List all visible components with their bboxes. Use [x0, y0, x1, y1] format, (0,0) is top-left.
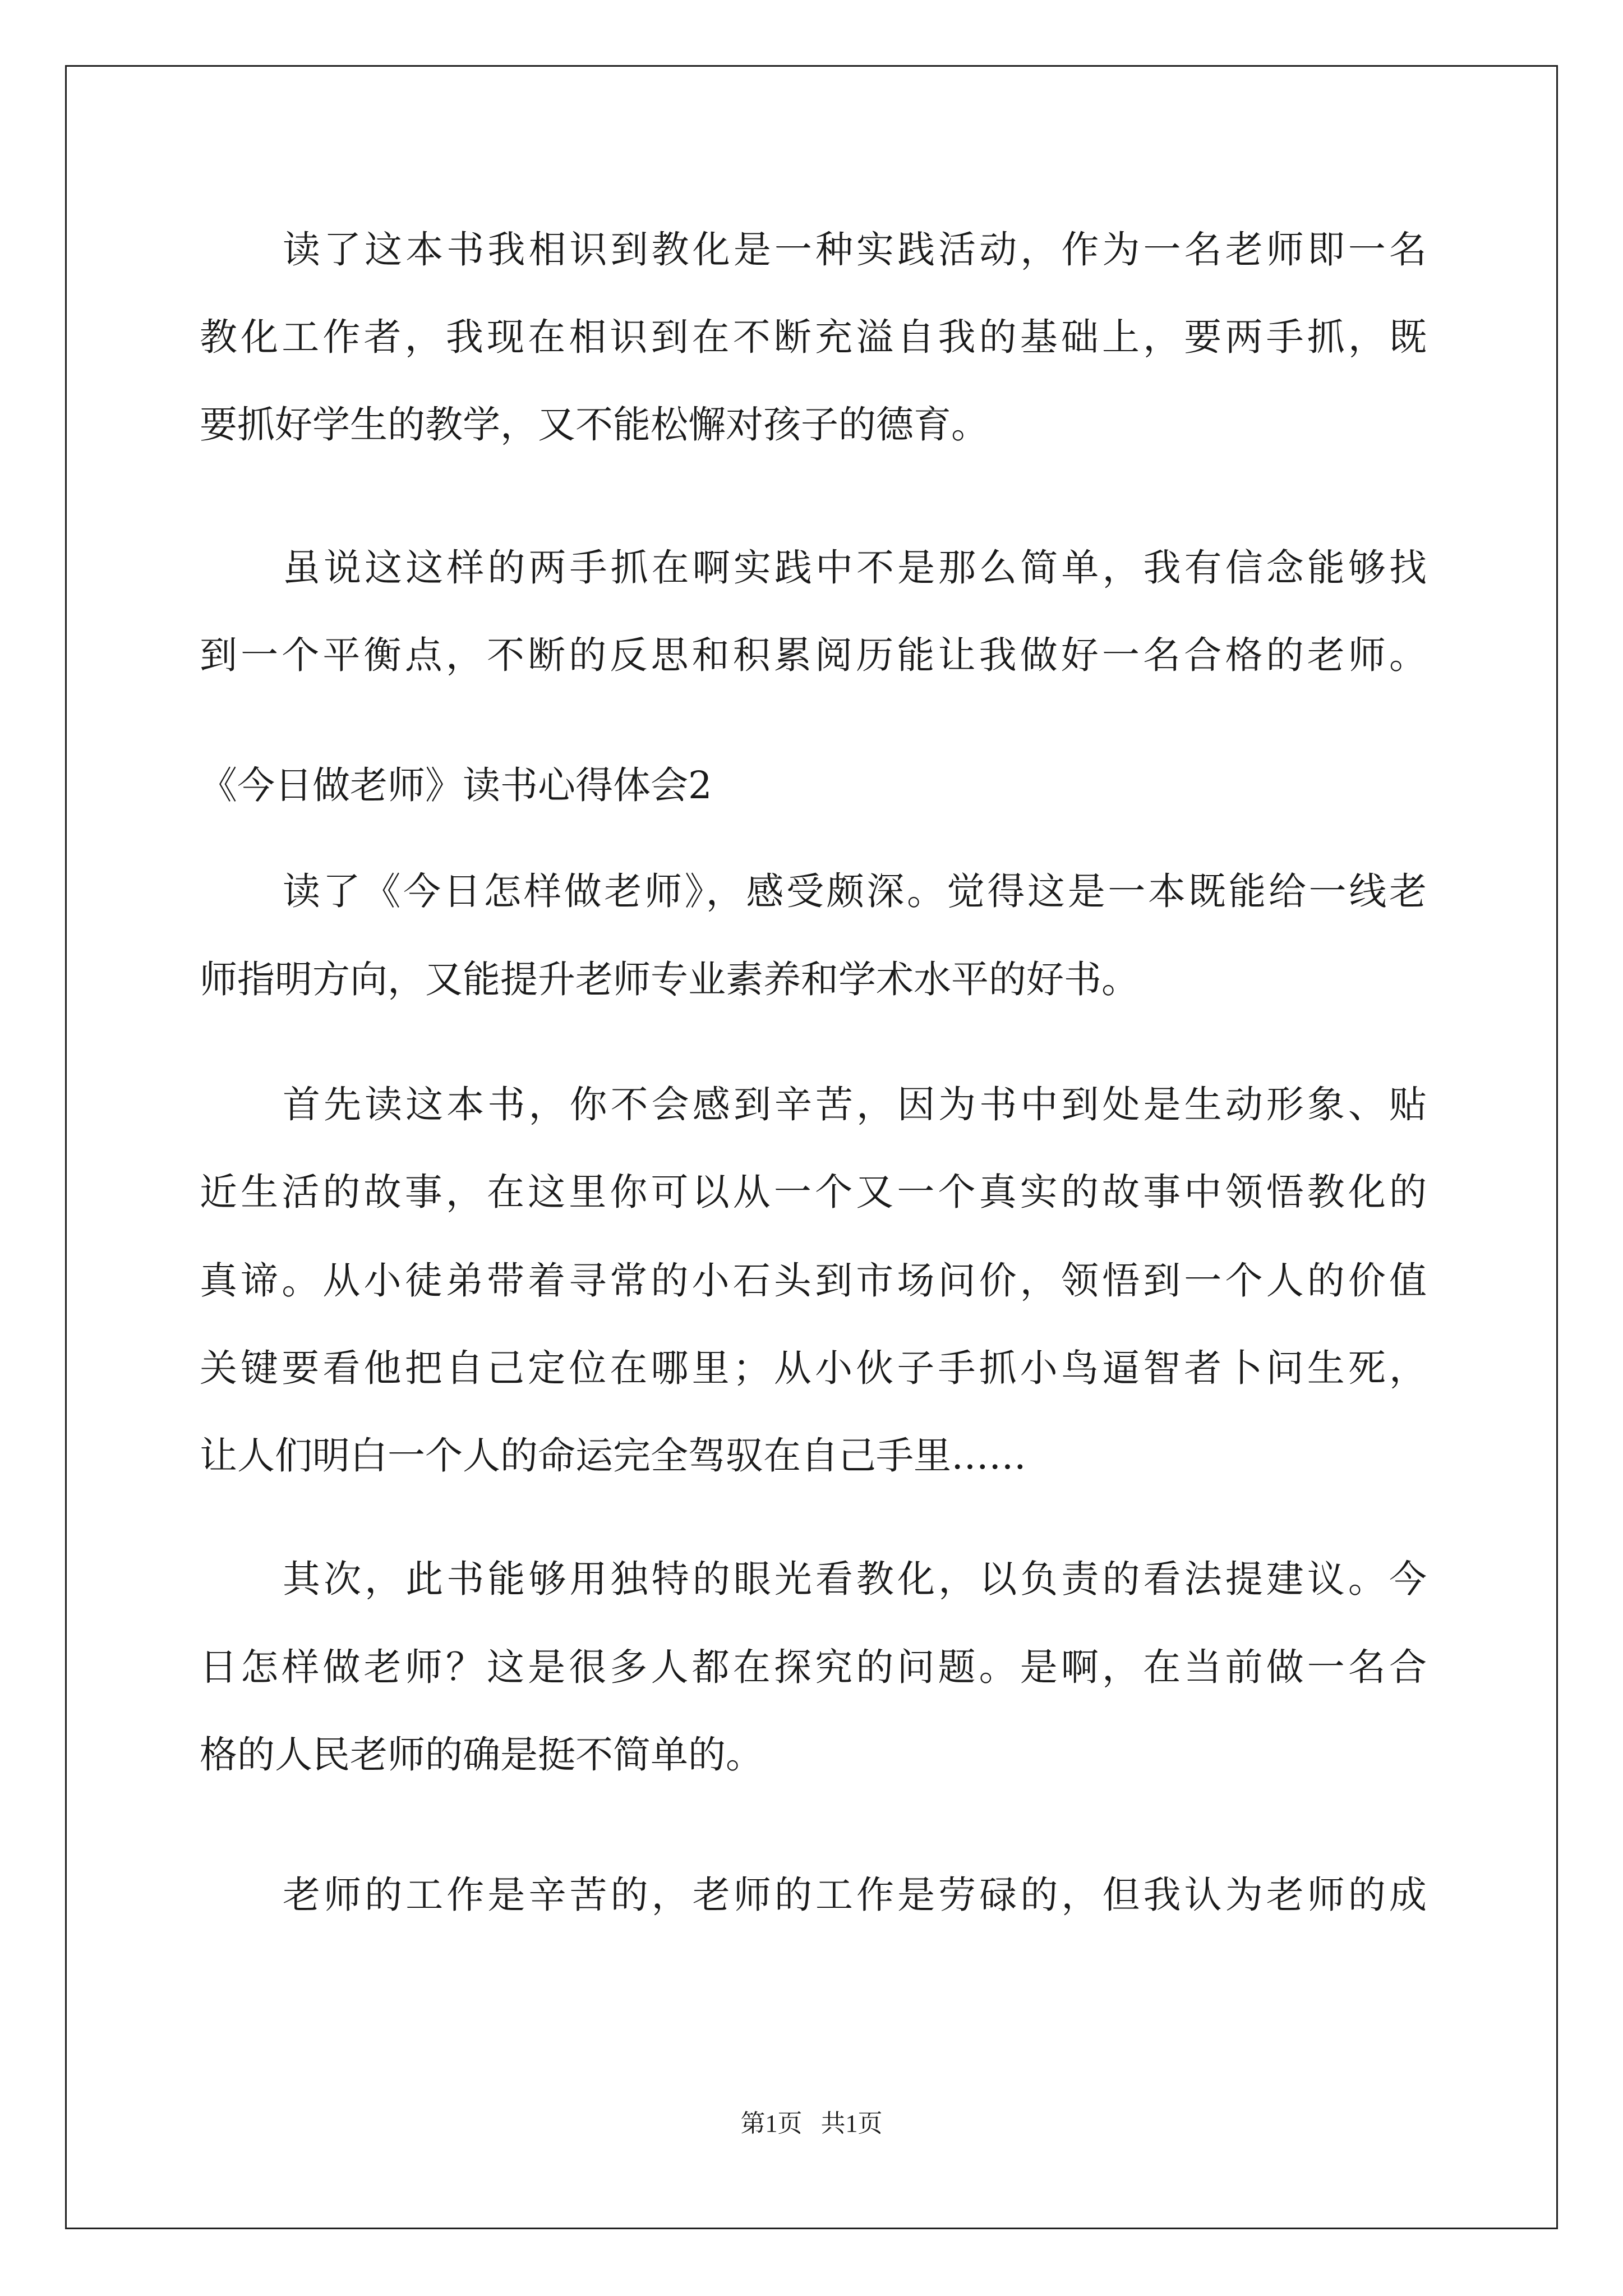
paragraph-line: 首先读这本书，你不会感到辛苦，因为书中到处是生动形象、贴	[283, 1083, 1427, 1126]
paragraph-line: 读了这本书我相识到教化是一种实践活动，作为一名老师即一名	[283, 228, 1427, 272]
paragraph-line: 真谛。从小徒弟带着寻常的小石头到市场问价，领悟到一个人的价值	[200, 1259, 1427, 1303]
section-heading: 《今日做老师》读书心得体会2	[200, 763, 712, 807]
paragraph-line: 让人们明白一个人的命运完全驾驭在自己手里……	[200, 1434, 1026, 1478]
paragraph-line: 近生活的故事，在这里你可以从一个又一个真实的故事中领悟教化的	[200, 1170, 1427, 1214]
page-number: 第1页	[740, 2110, 803, 2137]
page-footer	[0, 2108, 1623, 2139]
paragraph-line: 读了《今日怎样做老师》，感受颇深。觉得这是一本既能给一线老	[283, 869, 1427, 913]
paragraph-line: 教化工作者，我现在相识到在不断充溢自我的基础上，要两手抓，既	[200, 315, 1427, 359]
paragraph-line: 到一个平衡点，不断的反思和积累阅历能让我做好一名合格的老师。	[200, 633, 1427, 677]
paragraph-line: 老师的工作是辛苦的，老师的工作是劳碌的，但我认为老师的成	[283, 1873, 1427, 1917]
paragraph-line: 格的人民老师的确是挺不简单的。	[200, 1733, 763, 1777]
paragraph-line: 师指明方向，又能提升老师专业素养和学术水平的好书。	[200, 958, 1139, 1001]
paragraph-line: 日怎样做老师？这是很多人都在探究的问题。是啊，在当前做一名合	[200, 1645, 1427, 1689]
page-total: 共1页	[820, 2110, 883, 2137]
paragraph-line: 关键要看他把自己定位在哪里；从小伙子手抓小鸟逼智者卜问生死，	[200, 1346, 1427, 1390]
paragraph-line: 其次，此书能够用独特的眼光看教化，以负责的看法提建议。今	[283, 1557, 1427, 1601]
paragraph-line: 虽说这这样的两手抓在啊实践中不是那么简单，我有信念能够找	[283, 546, 1427, 590]
paragraph-line: 要抓好学生的教学，又不能松懈对孩子的德育。	[200, 403, 989, 447]
